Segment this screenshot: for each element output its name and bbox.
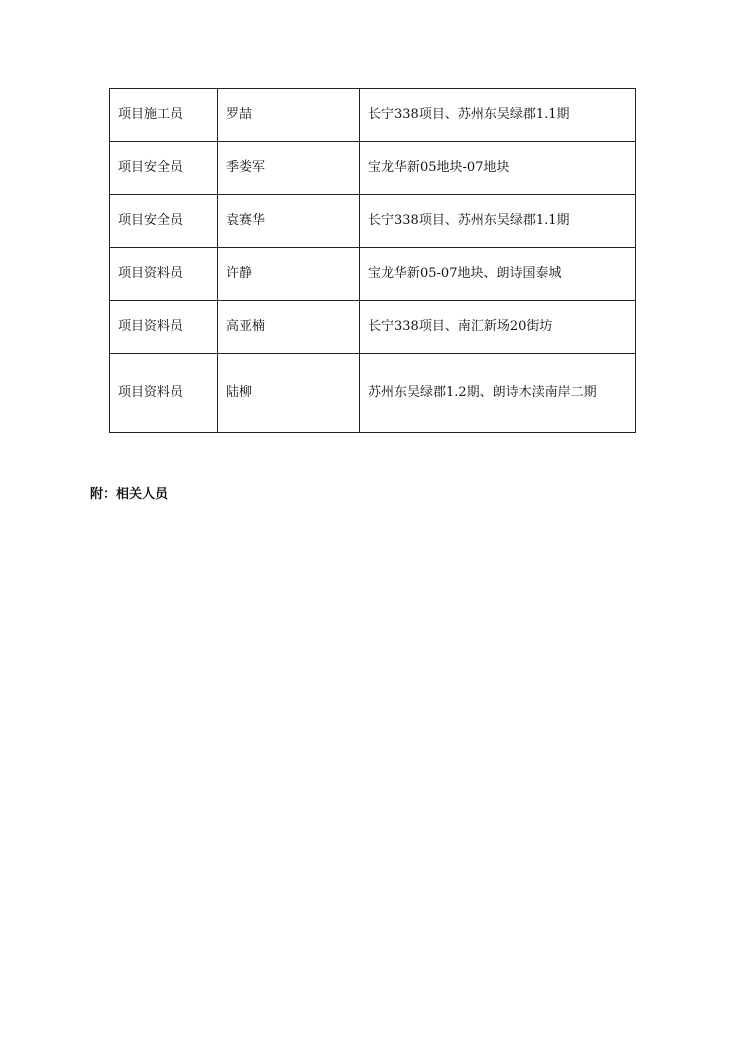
table-row [110,142,636,195]
table-row [110,354,636,433]
table-row [110,89,636,142]
projects-cell: 长宁338项目、苏州东吴绿郡1.1期 [360,195,636,248]
role-cell: 项目资料员 [110,354,218,433]
name-cell: 陆柳 [218,354,360,433]
role-cell: 项目施工员 [110,89,218,142]
role-cell: 项目资料员 [110,248,218,301]
name-cell: 高亚楠 [218,301,360,354]
table-row [110,248,636,301]
projects-cell: 苏州东吴绿郡1.2期、朗诗木渎南岸二期 [360,354,636,433]
projects-cell: 长宁338项目、苏州东吴绿郡1.1期 [360,89,636,142]
name-cell: 季娄军 [218,142,360,195]
name-cell: 袁赛华 [218,195,360,248]
projects-cell: 宝龙华新05-07地块、朗诗国泰城 [360,248,636,301]
table-row [110,195,636,248]
role-cell: 项目安全员 [110,195,218,248]
table-row [110,301,636,354]
staff-table [109,88,636,433]
projects-cell: 长宁338项目、南汇新场20街坊 [360,301,636,354]
role-cell: 项目资料员 [110,301,218,354]
role-cell: 项目安全员 [110,142,218,195]
appendix-heading: 附：相关人员 [90,487,169,502]
projects-cell: 宝龙华新05地块-07地块 [360,142,636,195]
name-cell: 罗喆 [218,89,360,142]
name-cell: 许静 [218,248,360,301]
